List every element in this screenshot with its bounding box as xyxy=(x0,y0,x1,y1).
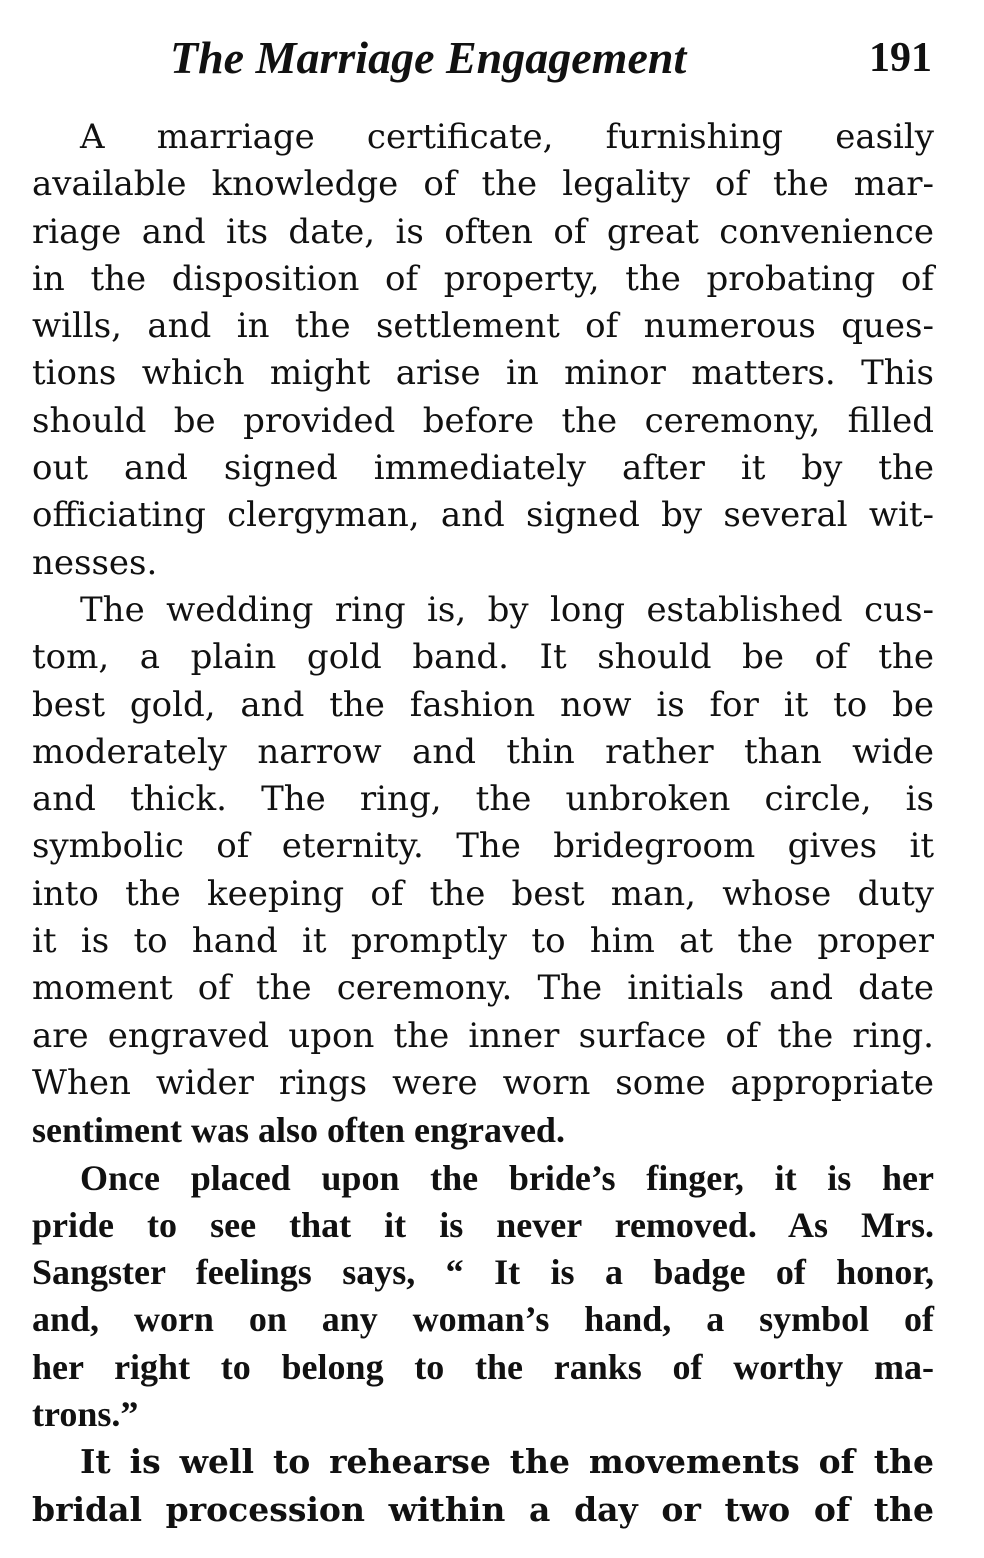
running-head xyxy=(170,26,932,96)
text-line: Sangster feelings says, “ It is a badge of honor, xyxy=(32,1252,934,1293)
text-line: her right to belong to the ranks of worthy ma- xyxy=(32,1346,934,1387)
text-line: The wedding ring is, by long established cus- xyxy=(80,589,934,630)
text-line: A marriage certificate, furnishing easily xyxy=(80,117,934,157)
text-line: are engraved upon the inner surface of the ring. xyxy=(32,1015,934,1056)
running-title: The Marriage Engagement xyxy=(170,32,687,83)
text-line: should be provided before the ceremony, filled xyxy=(32,400,934,441)
text-line: and, worn on any woman’s hand, a symbol of xyxy=(32,1299,934,1340)
text-line: When wider rings were worn some appropriate xyxy=(32,1062,934,1103)
text-line: symbolic of eternity. The bridegroom gives it xyxy=(32,826,934,867)
text-line: tions which might arise in minor matters. This xyxy=(32,353,934,394)
text-line: nesses. xyxy=(32,542,158,583)
text-line: bridal procession within a day or two of the xyxy=(32,1489,934,1529)
text-line: in the disposition of property, the probating of xyxy=(32,258,934,299)
text-line: officiating clergyman, and signed by several wit- xyxy=(32,495,934,536)
text-line: available knowledge of the legality of the mar- xyxy=(32,164,934,205)
text-line: Once placed upon the bride’s finger, it is her xyxy=(80,1157,934,1198)
text-line: out and signed immediately after it by the xyxy=(32,448,934,489)
text-line: trons.” xyxy=(32,1394,139,1435)
text-line: into the keeping of the best man, whose duty xyxy=(32,873,934,914)
text-line: tom, a plain gold band. It should be of the xyxy=(32,637,934,678)
text-line: wills, and in the settlement of numerous ques- xyxy=(32,306,934,347)
text-line: and thick. The ring, the unbroken circle, is xyxy=(32,779,934,820)
text-line: moment of the ceremony. The initials and date xyxy=(32,968,934,1009)
text-line: It is well to rehearse the movements of the xyxy=(80,1442,934,1482)
page-number: 191 xyxy=(869,35,932,81)
text-line: it is to hand it promptly to him at the proper xyxy=(32,921,934,962)
text-line: moderately narrow and thin rather than wide xyxy=(32,731,934,772)
text-line: riage and its date, is often of great convenience xyxy=(32,211,934,252)
body-text xyxy=(32,114,934,1533)
text-line: pride to see that it is never removed. As Mrs. xyxy=(32,1204,934,1245)
text-line: best gold, and the fashion now is for it to be xyxy=(32,684,934,725)
text-line: sentiment was also often engraved. xyxy=(32,1110,565,1151)
